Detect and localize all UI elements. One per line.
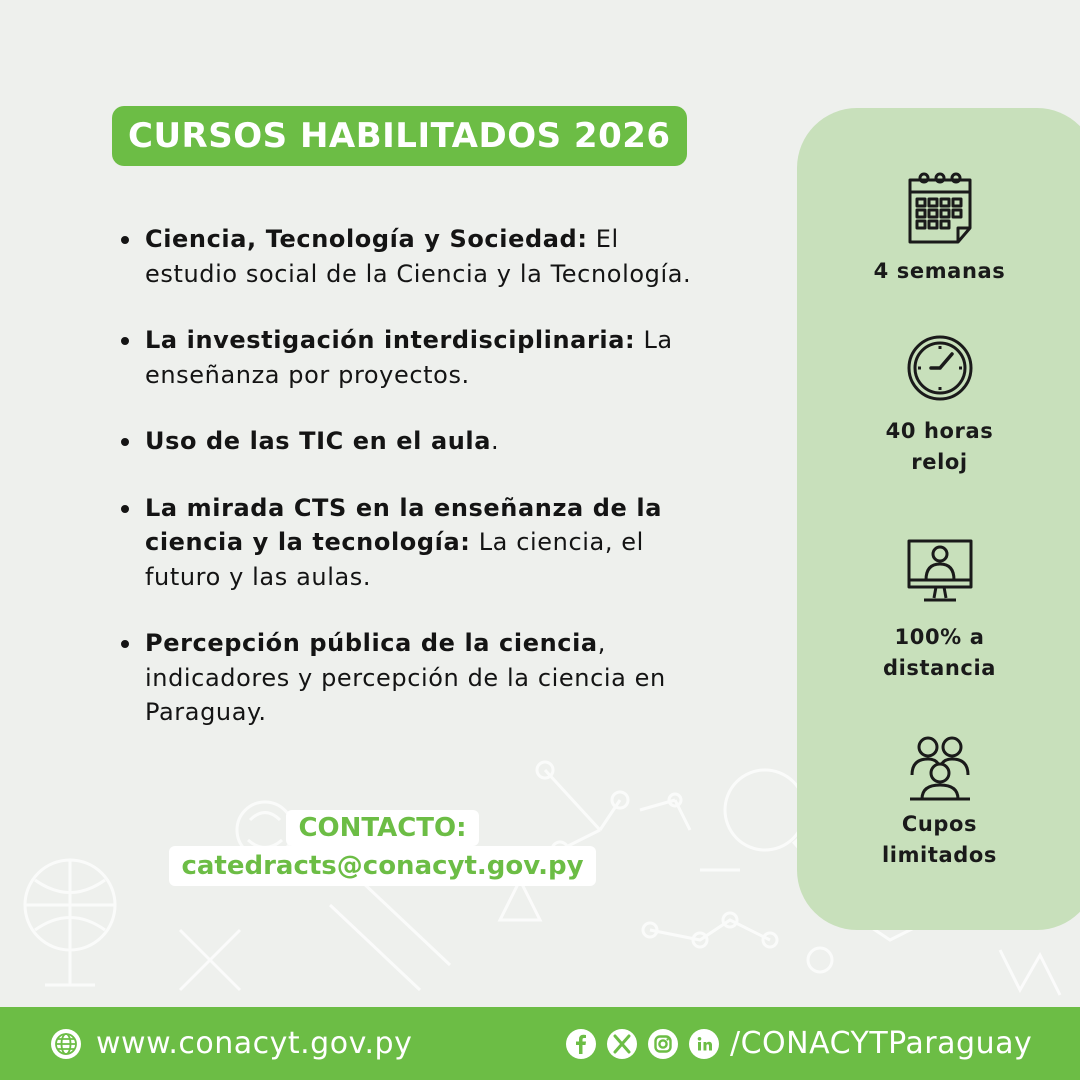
- facebook-icon[interactable]: [566, 1029, 596, 1059]
- course-list: [118, 222, 698, 762]
- clock-icon: [906, 334, 974, 402]
- online-monitor-icon: [906, 538, 974, 606]
- course-title: La investigación interdisciplinaria:: [145, 326, 636, 354]
- feature-hours: [797, 334, 1080, 478]
- page-title: CURSOS HABILITADOS 2026: [128, 116, 671, 156]
- calendar-icon: [906, 170, 974, 246]
- list-item: [118, 222, 698, 291]
- course-title: Percepción pública de la ciencia: [145, 629, 598, 657]
- social-handle[interactable]: /CONACYTParaguay: [730, 1026, 1033, 1061]
- course-description: , indicadores y percepción de la ciencia en Paraguay.: [145, 629, 666, 726]
- course-description: .: [491, 427, 500, 455]
- feature-label: 40 horas reloj: [885, 419, 994, 474]
- website-link[interactable]: www.conacyt.gov.py: [96, 1026, 413, 1061]
- footer-website[interactable]: [50, 1007, 412, 1080]
- course-title: Uso de las TIC en el aula: [145, 427, 492, 455]
- list-item: [118, 323, 698, 392]
- contact-title: CONTACTO:: [286, 810, 478, 846]
- course-description: La ciencia, el futuro y las aulas.: [145, 528, 644, 591]
- x-icon[interactable]: [607, 1029, 637, 1059]
- course-title: La mirada CTS en la enseñanza de la ciencia y la tecnología:: [145, 493, 663, 556]
- globe-icon: [50, 1028, 82, 1060]
- feature-duration: [797, 170, 1080, 287]
- feature-seats: [797, 735, 1080, 871]
- list-item: [118, 626, 698, 730]
- group-icon: [906, 735, 974, 803]
- list-item: [118, 424, 698, 459]
- footer-bar: [0, 1007, 1080, 1080]
- social-links: [566, 1007, 1032, 1080]
- contact-email-link[interactable]: catedracts@conacyt.gov.py: [169, 846, 595, 886]
- feature-label: 100% a distancia: [882, 625, 997, 680]
- title-badge: [112, 106, 687, 166]
- feature-label: Cupos limitados: [881, 812, 998, 867]
- course-description: La enseñanza por proyectos.: [145, 326, 673, 389]
- linkedin-icon[interactable]: [689, 1029, 719, 1059]
- feature-modality: [797, 538, 1080, 684]
- course-description: El estudio social de la Ciencia y la Tecnología.: [145, 225, 692, 288]
- instagram-icon[interactable]: [648, 1029, 678, 1059]
- contact-email-wrap: [0, 846, 765, 886]
- list-item: [118, 491, 698, 595]
- course-title: Ciencia, Tecnología y Sociedad:: [145, 225, 588, 253]
- feature-label: 4 semanas: [873, 259, 1006, 283]
- contact-section: [0, 810, 765, 846]
